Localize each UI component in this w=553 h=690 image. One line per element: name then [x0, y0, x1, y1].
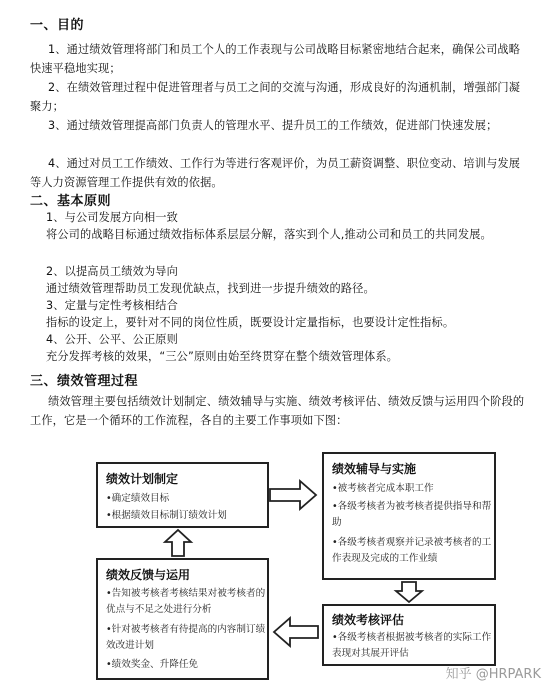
principle-title-1: 1、与公司发展方向相一致 — [46, 211, 178, 224]
evaluate-item-1: •各级考核者根据被考核者的实际工作表现对其展开评估 — [332, 632, 492, 659]
box-title-plan: 绩效计划制定 — [106, 472, 179, 486]
principle-title-4: 4、公开、公平、公正原则 — [46, 333, 178, 346]
box-title-evaluate: 绩效考核评估 — [332, 613, 405, 627]
principle-body-1: 将公司的战略目标通过绩效指标体系层层分解，落实到个人,推动公司和员工的共同发展。 — [46, 228, 492, 241]
plan-item-2: •根据绩效目标制订绩效计划 — [106, 510, 227, 521]
feedback-item-2: •针对被考核者有待提高的内容制订绩效改进计划 — [106, 624, 266, 651]
principle-body-4: 充分发挥考核的效果，“三公”原则由始至终贯穿在整个绩效管理体系。 — [46, 350, 399, 363]
feedback-item-3: •绩效奖金、升降任免 — [106, 659, 199, 670]
plan-item-1: •确定绩效目标 — [106, 493, 170, 504]
coach-item-1: •被考核者完成本职工作 — [332, 483, 434, 494]
section-heading-purpose: 一、目的 — [30, 18, 85, 33]
section-heading-principles: 二、基本原则 — [30, 194, 112, 209]
principle-body-2: 通过绩效管理帮助员工发现优缺点，找到进一步提升绩效的路径。 — [46, 282, 375, 295]
purpose-item-1: 1、通过绩效管理将部门和员工个人的工作表现与公司战略目标紧密地结合起来，确保公司战略快速平稳地实现； — [30, 43, 521, 75]
feedback-item-1: •告知被考核者考核结果对被考核者的优点与不足之处进行分析 — [106, 588, 266, 615]
arrow-feedback-to-plan — [165, 530, 191, 556]
purpose-item-3: 3、通过绩效管理提高部门负责人的管理水平、提升员工的工作绩效，促进部门快速发展； — [48, 119, 498, 132]
box-title-coach: 绩效辅导与实施 — [332, 462, 417, 476]
coach-item-2: •各级考核者为被考核者提供指导和帮助 — [332, 501, 492, 528]
purpose-item-2: 2、在绩效管理过程中促进管理者与员工之间的交流与沟通，形成良好的沟通机制，增强部门凝聚力； — [30, 81, 521, 113]
watermark: 知乎 @HRPARK — [445, 667, 541, 682]
process-intro: 绩效管理主要包括绩效计划制定、绩效辅导与实施、绩效考核评估、绩效反馈与运用四个阶段的工作，它是一个循环的工作流程，各自的主要工作事项如下图： — [30, 395, 525, 427]
arrow-evaluation-to-feedback — [274, 618, 318, 646]
purpose-item-4: 4、通过对员工工作绩效、工作行为等进行客观评价，为员工薪资调整、职位变动、培训与发展等人力资源管理工作提供有效的依据。 — [30, 157, 521, 189]
box-title-feedback: 绩效反馈与运用 — [106, 568, 191, 582]
section-heading-process: 三、绩效管理过程 — [30, 374, 139, 389]
arrow-coaching-to-evaluation — [396, 582, 422, 602]
principle-body-3: 指标的设定上，要针对不同的岗位性质，既要设计定量指标，也要设计定性指标。 — [46, 316, 455, 329]
principle-title-3: 3、定量与定性考核相结合 — [46, 299, 178, 312]
coach-item-3: •各级考核者观察并记录被考核者的工作表现及完成的工作业绩 — [332, 537, 492, 564]
arrow-plan-to-coaching — [270, 481, 316, 509]
principle-title-2: 2、以提高员工绩效为导向 — [46, 265, 178, 278]
